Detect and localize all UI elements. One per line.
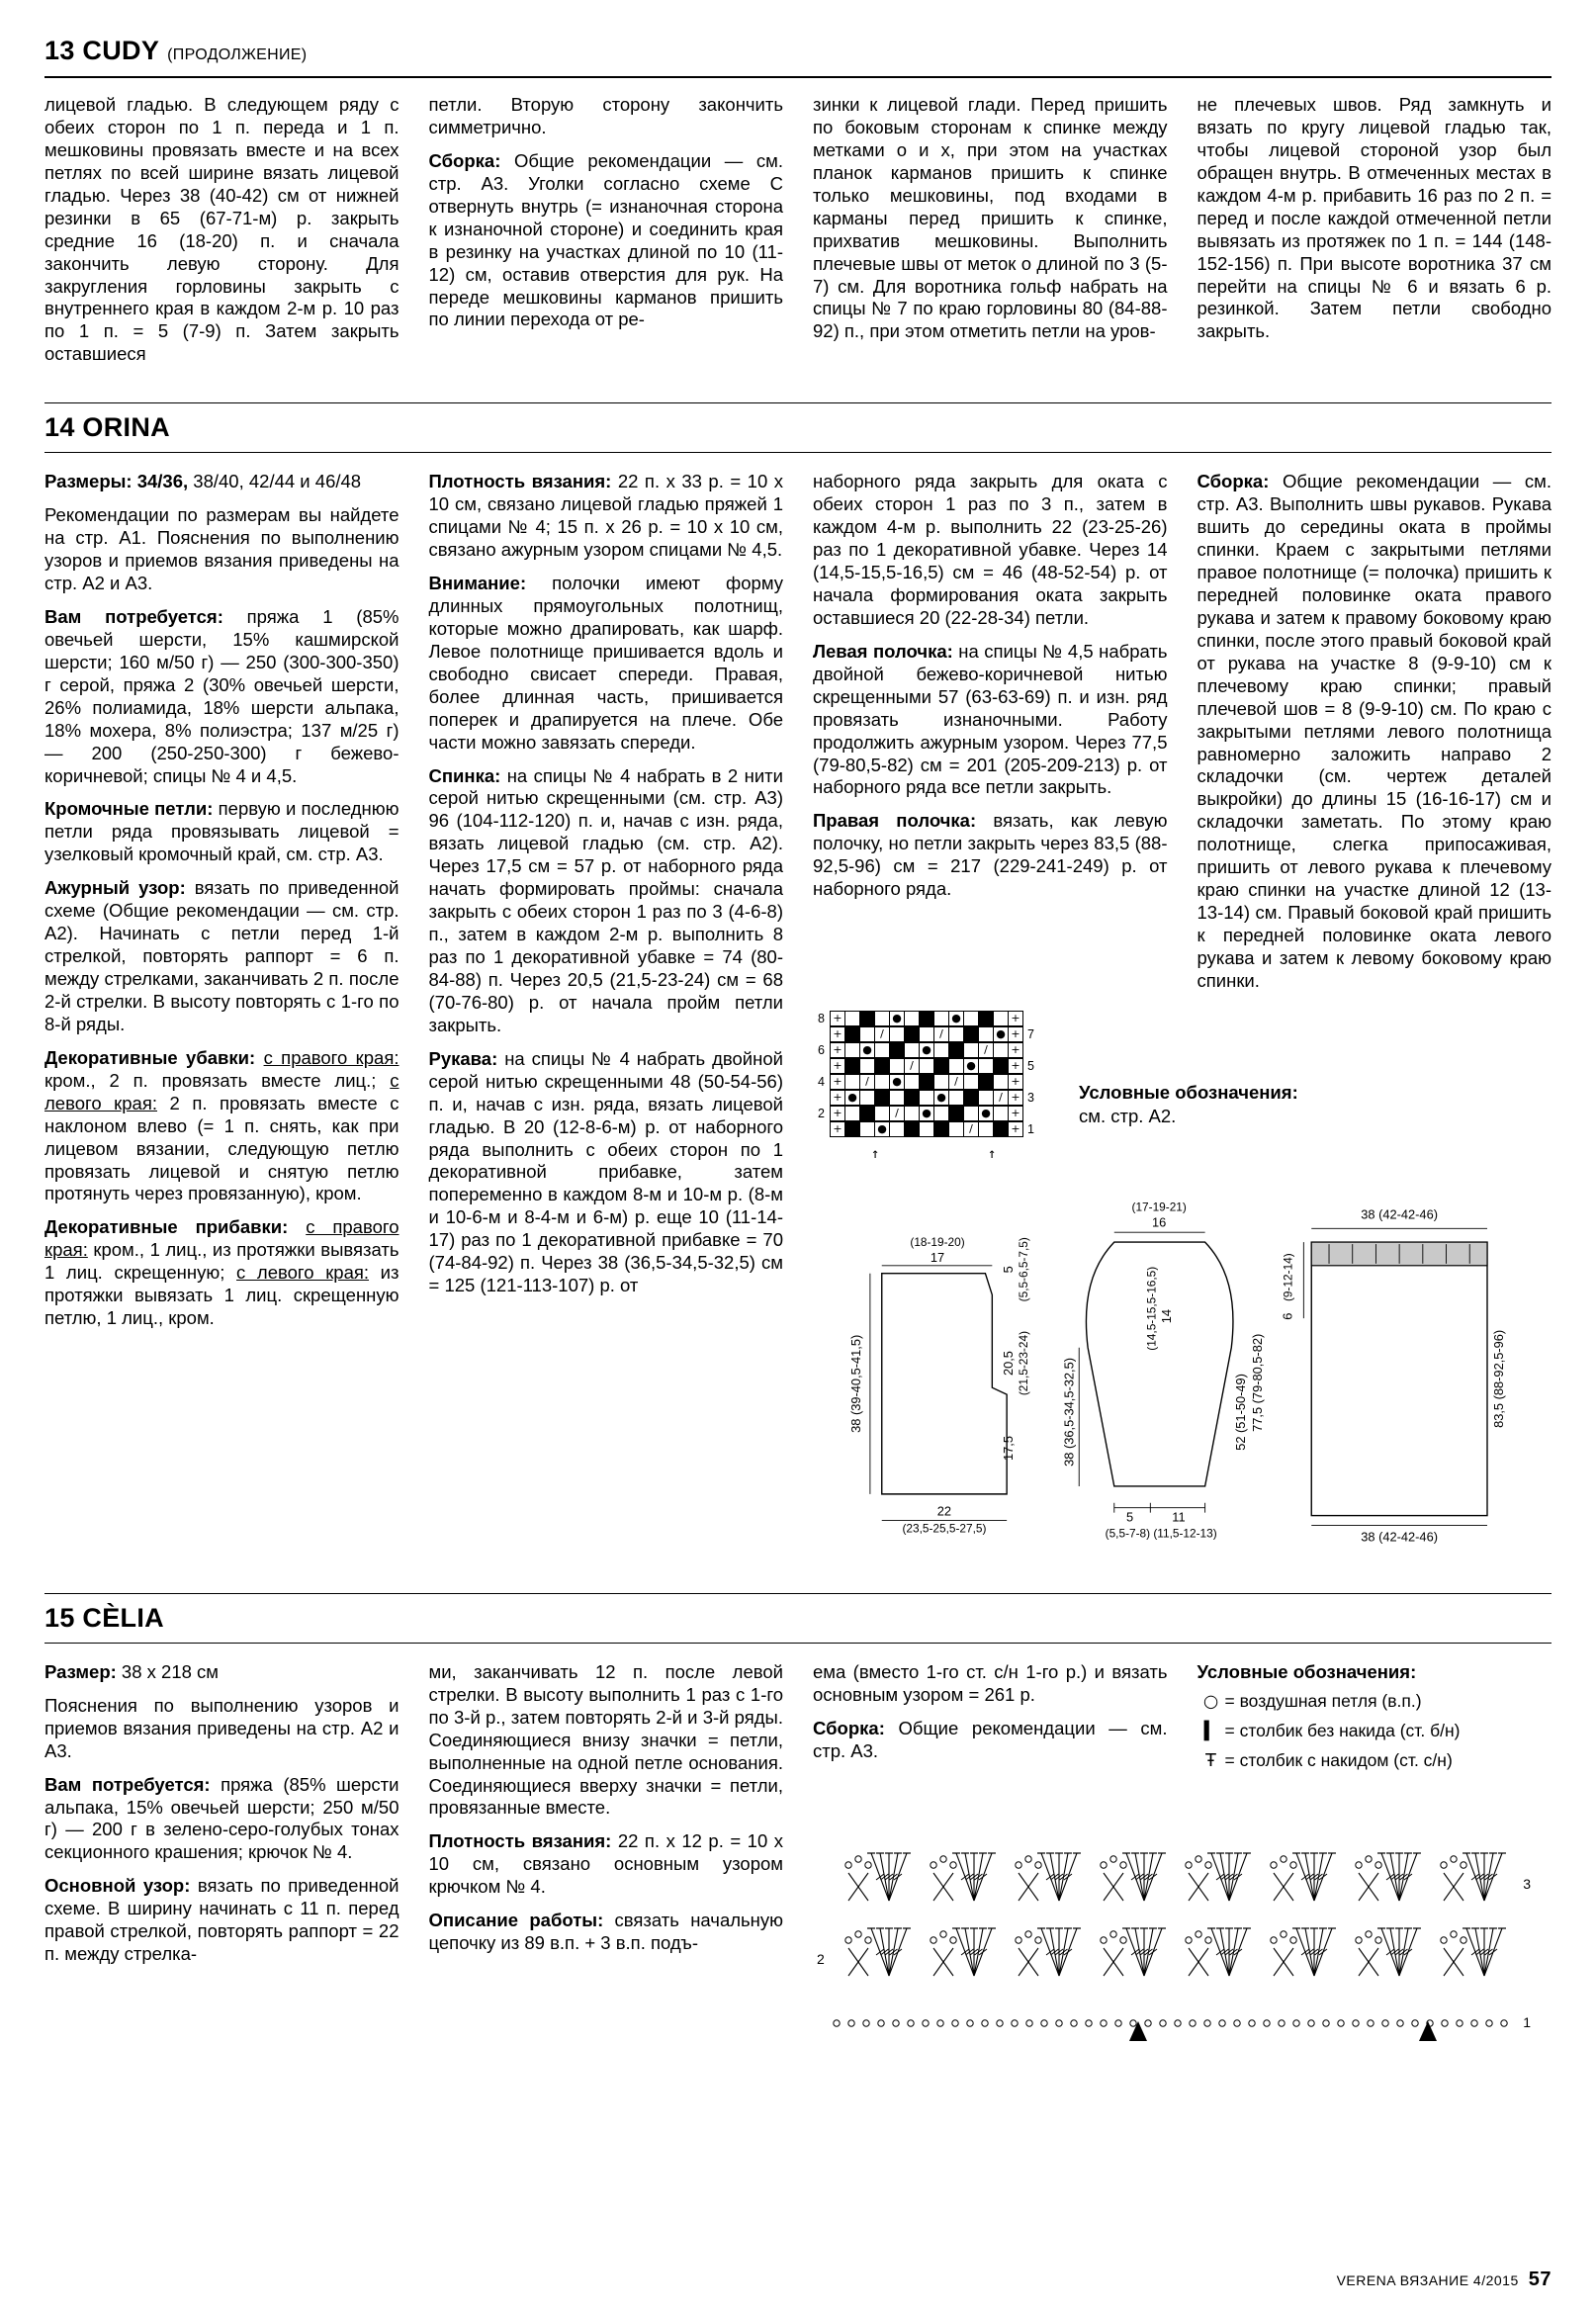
chart-cell [889,1058,905,1074]
chart-cell [963,1042,979,1058]
chart-cell [948,1042,964,1058]
svg-text:38 (42-42-46): 38 (42-42-46) [1361,1529,1438,1545]
chart-cell [933,1042,949,1058]
paragraph: Размеры: 34/36, 38/40, 42/44 и 46/48 [44,471,362,492]
paragraph: ми, заканчивать 12 п. после левой стрелки. В высоту выполнить 1 раз с 1-го по 3-й р., затем повторять 2-й и 3-й ряды. Соединяющиеся внизу значки = петли, выполненные на одной петле основания. Соединяющиеся вверху значки = петли, провязанные вместе. [428,1660,783,1819]
svg-text:17,5: 17,5 [1001,1435,1017,1461]
chart-cell: ● [963,1058,979,1074]
chart-cell [948,1058,964,1074]
chart-cell [859,1106,875,1121]
section-14-title: 14 ORINA [44,412,170,443]
s14-diagrams [813,1004,1552,1567]
crochet-legend-title: Условные обозначения: [1197,1660,1417,1682]
chart-cell [919,1121,934,1137]
paragraph: наборного ряда закрыть для оката с обеих сторон 1 раз по 3 п., затем в каждом 4-м р. выполнить 22 (23-25-26) раз по 1 декоративной убавке. Через 14 (14,5-15,5-16,5) см = 46 (48-52-54) р. от начала формирования оката закрыть оставшиеся 20 (22-28-34) петли. [813,471,1168,628]
chart-cell [933,1106,949,1121]
chart-row: + ● ● / + 3 [813,1090,1039,1107]
chart-repeat-arrows: ↑ ↑ [813,1145,997,1162]
chart-cell [844,1074,860,1090]
chart-cell [859,1026,875,1042]
svg-text:(21,5-23-24): (21,5-23-24) [1016,1330,1030,1395]
panel-outline [1311,1242,1487,1516]
chart-cell [948,1121,964,1137]
section-13 [44,34,1552,377]
chart-cell [889,1042,905,1058]
chart-cell [874,1074,890,1090]
section-15-header [44,1593,1552,1644]
s15-column-2 [429,1661,784,2050]
chart-cell [948,1090,964,1106]
svg-text:(9-12-14): (9-12-14) [1281,1253,1295,1301]
paragraph: Левая полочка: на спицы № 4,5 набрать двойной бежево-коричневой нитью скрещенными 57 (63-63-69) п. и изн. ряд провязать изнаночными. Работу продолжить ажурным узором. Через 77,5 (79-80,5-82) см = 201 (205-209-213) р. от наборного ряда все петли закрыть. [813,640,1168,798]
chart-cell [933,1121,949,1137]
chart-cell [859,1121,875,1137]
chart-cell [904,1074,920,1090]
knitting-chart [813,1012,1039,1138]
paragraph: Основной узор: вязать по приведенной схеме. В ширину начинать с 11 п. перед правой стрелкой, повторять раппорт = 22 п. между стрелка- [44,1875,399,1965]
chart-cell: / [948,1074,964,1090]
chart-cell [889,1026,905,1042]
chart-cell: ● [993,1026,1009,1042]
paragraph: Рукава: на спицы № 4 набрать двойной серой нитью скрещенными 48 (50-54-56) п. и, начав с изн. ряда, вязать лицевой гладью. В 20 (12-8-6-м) р. от наборного ряда выполнить с обеих сторон по 1 декоративной прибавке, затем попеременно в каждом 8-м и 10-м р. (8-м и 10-6-м и 8-4-м и 6-м) р. еще 10 (11-14-17) раз по 1 декоративной прибавке = 70 (74-84-92) п. Через 38 (36,5-34,5-32,5) см = 125 (121-113-107) р. от [428,1047,783,1296]
chart-cell [889,1090,905,1106]
chart-cell: + [830,1042,845,1058]
chart-cell [993,1121,1009,1137]
chart-cell: + [1008,1090,1023,1106]
svg-text:77,5 (79-80,5-82): 77,5 (79-80,5-82) [1249,1333,1265,1432]
svg-text:(14,5-15,5-16,5): (14,5-15,5-16,5) [1144,1266,1159,1351]
chart-cell: + [1008,1042,1023,1058]
section-15-title: 15 CÈLIA [44,1602,164,1633]
svg-text:5: 5 [1126,1509,1134,1525]
chart-cell [889,1121,905,1137]
paragraph: лицевой гладью. В следующем ряду с обеих сторон по 1 п. переда и 1 п. мешковины провязать вместе и на всех петлях по всей ширине вязать лицевой гладью. Через 38 (40-42) см от нижней резинки в 65 (67-71-м) р. закрыть средние 16 (18-20) п. и сначала закончить левую сторону. Для закругления горловины закрыть с внутреннего края в каждом 2-м р. 10 раз по 1 п. = 5 (7-9) п. Затем закрыть оставшиеся [44,94,399,365]
chart-cell [919,1026,934,1042]
paragraph: Сборка: Общие рекомендации — см. стр. А3. Уголки согласно схеме С отвернуть внутрь (= изнаночная сторона к изнаночной стороне) и соединить края в резинку на участках длиной по 10 (11-12) см, оставив отверстия для рук. На переде мешковины карманов пришить по линии перехода от ре- [428,149,783,330]
svg-text:22: 22 [936,1503,952,1519]
chart-cell: ● [874,1121,890,1137]
paragraph: Плотность вязания: 22 п. х 12 р. = 10 х 10 см, связано основным узором крючком № 4. [428,1830,783,1898]
chart-cell [844,1106,860,1121]
chart-cell [993,1106,1009,1121]
page-number: 57 [1528,2269,1552,2290]
s14-column-1 [44,471,399,1567]
chart-cell [919,1058,934,1074]
chart-cell [844,1121,860,1137]
section-13-title-text: 13 CUDY [44,36,160,65]
chart-cell [904,1106,920,1121]
paragraph: Спинка: на спицы № 4 набрать в 2 нити серой нитью скрещенными (см. стр. А3) 96 (104-112-120) п. и, начав с изн. ряда, вязать лицевой гладью (см. стр. А2). Через 17,5 см = 57 р. от наборного ряда начать формировать проймы: сначала закрыть с обеих сторон 1 раз по 3 (4-6-8) п., затем в каждом 2-м р. выполнить 8 раз по 1 декоративной убавке = 74 (80-84-88) п. Через 20,5 (21,5-23-24) см = 68 (70-76-80) р. от начала пройм петли закрыть. [428,764,783,1035]
chart-cell: + [830,1090,845,1106]
paragraph: Ажурный узор: вязать по приведенной схеме (Общие рекомендации — см. стр. А2). Начинать с петли перед 1-й стрелкой, повторять раппорт = 6 п. между стрелками, заканчивать 2 п. после 2-й стрелки. В высоту повторять с 1-го по 8-й ряды. [44,877,399,1034]
chart-cell [874,1011,890,1026]
sleeve-outline [1086,1242,1233,1486]
legend-item-chain [1197,1691,1552,1712]
chart-cell [978,1090,994,1106]
chart-cell [874,1106,890,1121]
svg-text:11: 11 [1172,1509,1186,1525]
chart-cell [904,1090,920,1106]
svg-text:14: 14 [1159,1308,1175,1324]
paragraph: Правая полочка: вязать, как левую полочку, но петли закрыть через 83,5 (88-92,5-96) см = 217 (229-241-249) р. от наборного ряда. [813,810,1168,900]
chart-row: + / ● + 5 [813,1058,1039,1075]
chart-cell [933,1058,949,1074]
chart-cell: + [1008,1106,1023,1121]
svg-text:3: 3 [1523,1875,1531,1892]
chart-cell: ● [933,1090,949,1106]
section-15 [44,1593,1552,2050]
double-crochet-icon: Ŧ [1205,1750,1216,1771]
chart-cell: + [830,1058,845,1074]
paragraph: Пояснения по выполнению узоров и приемов вязания приведены на стр. А2 и А3. [44,1694,399,1761]
chart-cell [904,1042,920,1058]
schematics-drawing [813,1172,1537,1562]
s14-column-2 [429,471,784,1567]
chart-cell [948,1026,964,1042]
section-13-columns [44,94,1552,377]
chart-cell: ● [889,1011,905,1026]
crochet-chart-svg [813,1790,1537,2045]
s13-column-2 [429,94,784,377]
crochet-chart [813,1780,1552,2050]
section-14-columns [44,471,1552,1567]
svg-text:38 (39-40,5-41,5): 38 (39-40,5-41,5) [848,1334,864,1433]
svg-text:38 (36,5-34,5-32,5): 38 (36,5-34,5-32,5) [1061,1357,1077,1467]
paragraph: Вам потребуется: пряжа 1 (85% овечьей шерсти, 15% кашмирской шерсти; 160 м/50 г) — 250 (300-300-350) г серой, пряжа 2 (30% овечьей шерсти, 26% полиамида, 18% шерсти альпака, 18% мохера, 8% полиэстра; 137 м/25 г) — 200 (250-250-300) г бежево-коричневой; спицы № 4 и 4,5. [44,605,399,786]
magazine-brand: VERENA ВЯЗАНИЕ 4/2015 [1336,2272,1519,2288]
chart-cell [963,1011,979,1026]
chart-cell [919,1011,934,1026]
svg-text:38 (42-42-46): 38 (42-42-46) [1361,1206,1438,1222]
chart-cell: + [1008,1121,1023,1137]
chart-cell [844,1011,860,1026]
svg-text:16: 16 [1152,1214,1167,1230]
paragraph: Размер: 38 х 218 см [44,1660,220,1682]
chart-cell [933,1011,949,1026]
chart-cell [859,1090,875,1106]
chart-cell [844,1058,860,1074]
chart-cell: + [1008,1026,1023,1042]
chart-cell [919,1074,934,1090]
chart-cell [859,1058,875,1074]
chart-cell: / [889,1106,905,1121]
chart-cell: ● [919,1106,934,1121]
chart-cell [978,1026,994,1042]
chart-cell: ● [889,1074,905,1090]
paragraph: петли. Вторую сторону закончить симметрично. [428,94,783,137]
back-outline [882,1274,1007,1494]
chart-cell: + [1008,1058,1023,1074]
chain-stitch-icon: ○ [1202,1691,1219,1712]
section-14 [44,402,1552,1567]
s13-column-3 [813,94,1168,377]
chart-cell: / [904,1058,920,1074]
chart-cell: + [830,1011,845,1026]
paragraph: Рекомендации по размерам вы найдете на стр. А1. Пояснения по выполнению узоров и приемов вязания приведены на стр. А2 и А3. [44,504,399,593]
section-13-title [44,36,1552,66]
chart-cell [933,1074,949,1090]
chart-cell: / [993,1090,1009,1106]
legend-item-text: = столбик с накидом (ст. с/н) [1224,1749,1453,1770]
chart-cell: + [1008,1074,1023,1090]
chart-cell: ● [844,1090,860,1106]
s13-column-4 [1197,94,1552,377]
s14-column-3 [813,471,1168,1004]
chart-row: 6 + ● ● / + [813,1042,1039,1059]
chart-cell: + [1008,1011,1023,1026]
chart-cell [874,1090,890,1106]
chart-cell: / [933,1026,949,1042]
chart-cell: / [978,1042,994,1058]
chart-cell [904,1011,920,1026]
svg-text:1: 1 [1523,2013,1531,2030]
svg-text:6: 6 [1280,1312,1295,1320]
chart-cell: ● [978,1106,994,1121]
chart-cell [948,1106,964,1121]
legend-item-single-crochet [1197,1721,1552,1741]
paragraph: Декоративные убавки: с правого края: кром., 2 п. провязать вместе лиц.; с левого края: 2 п. провязать вместе с наклоном влево (= 1 п. снять, как при лицевом вязании, следующую петлю провязать лицевой и снятую петлю протянуть через провязанную), кром. [44,1046,399,1204]
chart-cell: ● [919,1042,934,1058]
knitting-chart-block [813,1012,1039,1162]
chart-legend-note [1079,1012,1298,1128]
s15-column-3 [813,1661,1168,1780]
chart-row: 4 + / ● / + [813,1074,1039,1091]
chart-cell [978,1058,994,1074]
chart-row: + ● / + 1 [813,1121,1039,1138]
svg-text:(17-19-21): (17-19-21) [1131,1200,1187,1214]
chart-cell: + [830,1074,845,1090]
chart-cell [978,1121,994,1137]
paragraph: Декоративные прибавки: с правого края: кром., 1 лиц., из протяжки вывязать 1 лиц. скрещенную; с левого края: из протяжки вывязать 1 лиц. скрещенную петлю, 1 лиц., кром. [44,1216,399,1329]
chart-cell [993,1074,1009,1090]
chart-cell: ● [859,1042,875,1058]
chart-cell [963,1026,979,1042]
s14-column-4 [1197,471,1552,1004]
legend-item-text: = воздушная петля (в.п.) [1224,1690,1422,1711]
svg-text:(5,5-6,5-7,5): (5,5-6,5-7,5) [1016,1236,1030,1302]
single-crochet-icon: ▍ [1203,1721,1218,1741]
crochet-legend [1197,1661,1552,1780]
chart-cell [904,1026,920,1042]
paragraph: Внимание: полочки имеют форму длинных прямоугольных полотнищ, которые можно драпировать, как шарф. Левое полотнище пришивается вдоль и свободно свисает спереди. Правая, более длинная часть, пришивается поперек и драпируется на плече. Обе части можно завязать спереди. [428,573,784,753]
chart-cell [844,1026,860,1042]
svg-text:83,5 (88-92,5-96): 83,5 (88-92,5-96) [1490,1329,1506,1428]
chart-row: 2 + / ● ● + [813,1106,1039,1122]
paragraph: Плотность вязания: 22 п. х 33 р. = 10 х 10 см, связано лицевой гладью пряжей 1 спицами № 4; 15 п. х 26 р. = 10 х 10 см, связано ажурным узором спицами № 4,5. [428,471,783,561]
paragraph: Сборка: Общие рекомендации — см. стр. А3. [813,1717,1168,1761]
svg-text:5: 5 [1001,1265,1017,1274]
chart-cell [993,1058,1009,1074]
legend-item-text: = столбик без накида (ст. б/н) [1224,1720,1461,1740]
chart-cell: ● [948,1011,964,1026]
paragraph: Описание работы: связать начальную цепочку из 89 в.п. + 3 в.п. подъ- [428,1910,784,1954]
chart-cell [919,1090,934,1106]
paragraph: не плечевых швов. Ряд замкнуть и вязать по кругу лицевой гладью так, чтобы лицевой стороной узор был обращен внутрь. В отмеченных местах в каждом 4-м р. прибавить 16 раз по 2 п. = перед и после каждой отмеченной петли вывязать из протяжек по 1 п. = 144 (148-152-156) п. При высоте воротника 37 см перейти на спицы № 6 и вязать 6 р. резинкой. Затем петли свободно закрыть. [1197,94,1552,342]
chart-row: 8 + ● ● + [813,1011,1039,1027]
chart-cell [963,1090,979,1106]
svg-text:(5,5-7-8) (11,5-12-13): (5,5-7-8) (11,5-12-13) [1105,1526,1217,1541]
chart-cell [844,1042,860,1058]
svg-text:(23,5-25,5-27,5): (23,5-25,5-27,5) [902,1521,987,1536]
chart-cell [978,1074,994,1090]
chart-cell [963,1106,979,1121]
chart-cell: + [830,1106,845,1121]
chart-cell: / [963,1121,979,1137]
chart-cell [978,1011,994,1026]
paragraph: Сборка: Общие рекомендации — см. стр. А3. Выполнить швы рукавов. Рукава вшить до середины оката в проймы спинки. Краем с закрытыми петлями правое полотнище (= полочка) пришить к передней половинке оката правого рукава и затем к правому боковому краю спинки, после этого правый боковой край от рукава на участке 8 (9-9-10) см к плечевому краю спинки; правый плечевой шов = 8 (9-9-10) см. По краю с закрытыми петлями левого полотнища равномерно заложить направо 2 складочки (см. чертеж деталей выкройки) до длины 15 (16-16-17) см и складочки заметать. По этому краю полотнище, слегка припосаживая, пришить от левого рукава к плечевому краю спинки на участке длиной 12 (13-13-14) см. Правый боковой край пришить к передней половинке оката левого рукава и затем к левому боковому краю спинки. [1197,471,1552,991]
chart-cell [874,1042,890,1058]
chart-cell [993,1011,1009,1026]
chart-cell [859,1011,875,1026]
paragraph: Кромочные петли: первую и последнюю петли ряда провязывать лицевой = узелковый кромочный край, см. стр. А3. [44,798,399,865]
page-footer [1337,2269,1552,2291]
chart-cell [963,1074,979,1090]
chart-cell [904,1121,920,1137]
svg-text:(18-19-20): (18-19-20) [910,1234,965,1249]
section-13-header [44,34,1552,78]
svg-text:17: 17 [930,1249,945,1265]
s14-chart-area [813,1012,1552,1162]
chart-cell: + [830,1121,845,1137]
chart-cell [874,1058,890,1074]
chart-legend-ref: см. стр. А2. [1079,1105,1177,1126]
s13-column-1 [44,94,399,377]
paragraph: Вам потребуется: пряжа (85% шерсти альпака, 15% овечьей шерсти; 250 м/50 г) — 200 г в зелено-серо-голубых тонах секционного крашения; крючок № 4. [44,1773,399,1863]
paragraph: зинки к лицевой глади. Перед пришить по боковым сторонам к спинке между метками о и х, при этом на участках планок карманов пришить к спинке только мешковины, под входами в карманы перед пришить к спинке, прихватив мешковины. Выполнить плечевые швы от меток о длиной по 3 (5-7) см. Для воротника гольф набрать на спицы № 7 по краю горловины 80 (84-88-92) п., при этом отметить петли на уров- [813,94,1168,342]
chart-cell: / [859,1074,875,1090]
svg-text:2: 2 [817,1950,825,1967]
svg-text:20,5: 20,5 [1001,1350,1017,1376]
chart-row: + / / ● + 7 [813,1026,1039,1043]
paragraph: ема (вместо 1-го ст. с/н 1-го р.) и вязать основным узором = 261 р. [813,1660,1168,1705]
chart-cell [993,1042,1009,1058]
s15-column-1 [44,1661,399,2050]
legend-item-double-crochet [1197,1750,1552,1771]
section-15-columns [44,1661,1552,2050]
svg-text:52 (51-50-49): 52 (51-50-49) [1233,1373,1249,1451]
chart-legend-title: Условные обозначения: [1079,1081,1298,1103]
chart-cell: / [874,1026,890,1042]
section-14-header [44,402,1552,453]
section-13-continuation: (ПРОДОЛЖЕНИЕ) [167,46,308,63]
chart-cell: + [830,1026,845,1042]
